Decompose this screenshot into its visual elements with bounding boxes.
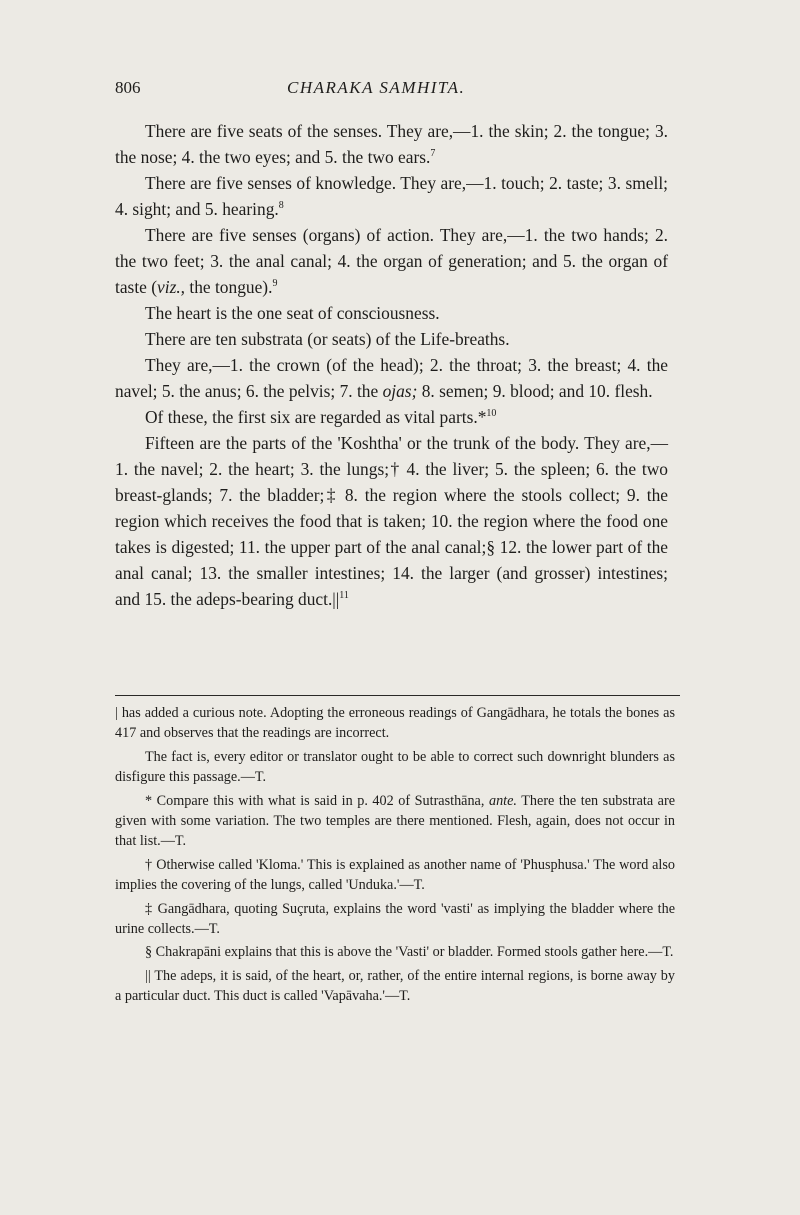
paragraph-senses-of-action: There are five senses (organs) of action. They are,—1. the two hands; 2. the two feet; 3. the anal canal; 4. the organ of generation; and 5. the organ of taste (viz., the tongue).$^9$ bbox=[115, 225, 668, 297]
footnote-editor-remark: The fact is, every editor or translator ought to be able to correct such downright blunders as disfigure this passage.—T. bbox=[115, 748, 675, 786]
paragraph-life-breath-list: They are,—1. the crown (of the head); 2. the throat; 3. the breast; 4. the navel; 5. the anus; 6. the pelvis; 7. the ojas; 8. semen; 9. blood; and 10. flesh. bbox=[115, 355, 668, 401]
paragraph-vital-parts: Of these, the first six are regarded as vital parts.*$^{10}$ bbox=[145, 407, 497, 427]
footnote-double-dagger: ‡ Gangādhara, quoting Suçruta, explains the word 'vasti' as implying the bladder where the urine collects.—T. bbox=[115, 900, 675, 938]
footnote-continued: | has added a curious note. Adopting the erroneous readings of Gangādhara, he totals the bones as 417 and observes that the readings are incorrect. bbox=[115, 705, 675, 742]
paragraph-seat-of-consciousness: The heart is the one seat of consciousness. bbox=[145, 303, 440, 323]
paragraph-seats-of-senses: There are five seats of the senses. They are,—1. the skin; 2. the tongue; 3. the nose; 4. the two eyes; and 5. the two ears.$^7$ bbox=[115, 121, 668, 167]
paragraph-senses-of-knowledge: There are five senses of knowledge. They are,—1. touch; 2. taste; 3. smell; 4. sight; and 5. hearing.$^8$ bbox=[115, 173, 668, 219]
footnotes bbox=[115, 703, 675, 1010]
paragraph-koshtha: Fifteen are the parts of the 'Koshtha' or the trunk of the body. They are,—1. the navel; 2. the heart; 3. the lungs;† 4. the liver; 5. the spleen; 6. the two breast-glands; 7. the bladder;‡ 8. the region where the stools collect; 9. the region which receives the food that is taken; 10. the region where the food one takes is digested; 11. the upper part of the anal canal;§ 12. the lower part of the anal canal; 13. the smaller intestines; 14. the larger (and grosser) intestines; and 15. the adeps-bearing $duct.||^{11}$ bbox=[115, 433, 668, 609]
footnote-section: § Chakrapāni explains that this is above the 'Vasti' or bladder. Formed stools gather here.—T. bbox=[145, 944, 674, 961]
paragraph-life-breaths: There are ten substrata (or seats) of the Life-breaths. bbox=[145, 329, 510, 349]
main-text bbox=[115, 118, 668, 612]
running-title: CHARAKA SAMHITA. bbox=[287, 78, 466, 97]
footnote-asterisk: * Compare this with what is said in p. 402 of Sutrasthāna, ante. There the ten substrata are given with some variation. The two temples are there mentioned. Flesh, again, does not occur in that list.—T. bbox=[115, 792, 675, 850]
footnote-divider bbox=[115, 695, 680, 696]
footnote-dagger: † Otherwise called 'Kloma.' This is explained as another name of 'Phusphusa.' The word also implies the covering of the lungs, called 'Unduka.'—T. bbox=[115, 856, 675, 894]
page-number: 806 bbox=[115, 78, 141, 97]
footnote-parallel: || The adeps, it is said, of the heart, or, rather, of the entire internal regions, is borne away by a particular duct. This duct is called 'Vapāvaha.'—T. bbox=[115, 967, 675, 1005]
page-header bbox=[115, 78, 680, 102]
